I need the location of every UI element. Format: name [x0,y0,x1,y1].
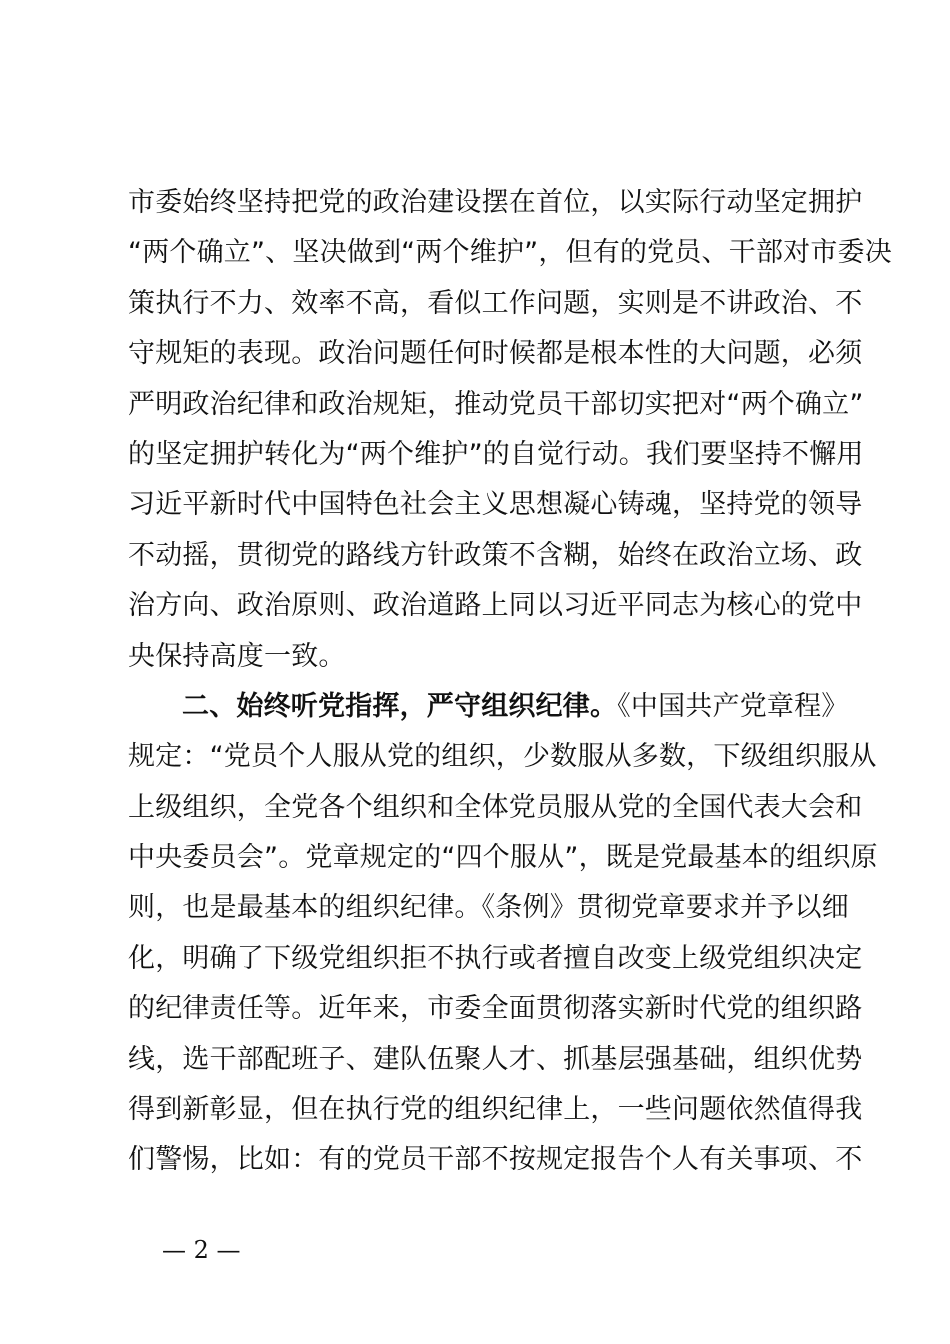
paragraph-1 [128,178,892,682]
paragraph-line: 的坚定拥护转化为“两个维护”的自觉行动。我们要坚持不懈用 [128,438,864,470]
paragraph-line: 市委始终坚持把党的政治建设摆在首位，以实际行动坚定拥护 [128,187,863,218]
paragraph-line: 得到新彰显，但在执行党的组织纪律上，一些问题依然值得我 [128,1094,863,1126]
paragraph-line: 则，也是最基本的组织纪律。《条例》贯彻党章要求并予以细 [128,892,849,924]
paragraph-line: 们警惕，比如：有的党员干部不按规定报告个人有关事项、不 [128,1144,863,1176]
paragraph-line: 化，明确了下级党组织拒不执行或者擅自改变上级党组织决定 [128,942,863,974]
section-heading: 二、始终听党指挥，严守组织纪律。 [182,690,618,722]
paragraph-first-line [128,682,849,732]
paragraph-line: 中央委员会”。党章规定的“四个服从”，既是党最基本的组织原 [128,842,878,874]
paragraph-line: 上级组织，全党各个组织和全体党员服从党的全国代表大会和 [128,791,863,823]
paragraph-line: 严明政治纪律和政治规矩，推动党员干部切实把对“两个确立” [128,388,864,420]
paragraph-line: 策执行不力、效率不高，看似工作问题，实则是不讲政治、不 [128,287,863,319]
paragraph-line: 守规矩的表现。政治问题任何时候都是根本性的大问题，必须 [128,338,863,370]
paragraph-line: 线，选干部配班子、建队伍聚人才、抓基层强基础，组织优势 [128,1043,863,1075]
paragraph-line: 央保持高度一致。 [128,640,346,672]
paragraph-2 [128,682,878,1186]
body-text [128,178,892,1186]
paragraph-line: 习近平新时代中国特色社会主义思想凝心铸魂，坚持党的领导 [128,489,863,521]
paragraph-line: “两个确立”、坚决做到“两个维护”，但有的党员、干部对市委决 [128,237,892,269]
heading-run-on-text: 《中国共产党章程》 [617,690,849,722]
paragraph-line: 治方向、政治原则、政治道路上同以习近平同志为核心的党中 [128,590,863,622]
page-number: — 2 — [162,1236,241,1264]
paragraph-line: 不动摇，贯彻党的路线方针政策不含糊，始终在政治立场、政 [128,539,863,571]
paragraph-line: 规定：“党员个人服从党的组织，少数服从多数，下级组织服从 [128,741,877,773]
paragraph-line: 的纪律责任等。近年来，市委全面贯彻落实新时代党的组织路 [128,993,863,1025]
